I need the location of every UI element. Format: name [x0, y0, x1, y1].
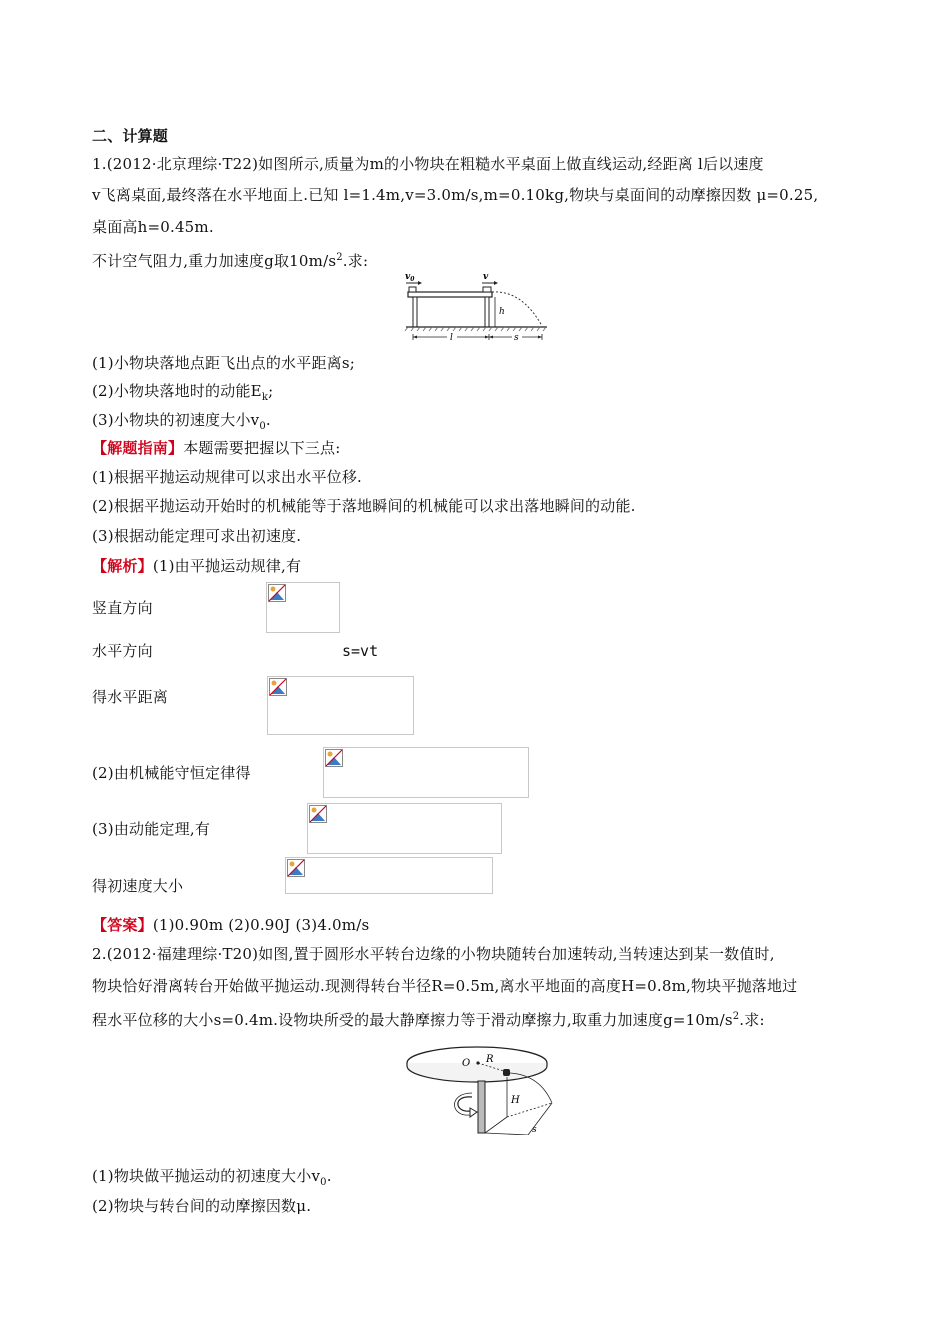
broken-image-icon	[309, 805, 327, 823]
step2-label: (2)由机械能守恒定律得	[92, 764, 251, 782]
q1-fig-label-v0: v	[405, 272, 411, 282]
vertical-direction-label: 竖直方向	[92, 599, 153, 617]
q2-fig-label-s: s	[532, 1125, 537, 1135]
q1-sub2: (2)小物块落地时的动能$E_k$;	[92, 382, 274, 403]
q2-turntable-figure	[400, 1035, 570, 1135]
q2-fig-label-R: R	[486, 1054, 494, 1065]
q1-line2: v飞离桌面,最终落在水平地面上.已知 l=1.4m,v=3.0m/s,m=0.10kg,物块与桌面间的动摩擦因数 μ=0.25,	[92, 186, 819, 204]
answer-tag: 【答案】	[92, 916, 153, 934]
q1-analysis: 【解析】(1)由平抛运动规律,有	[92, 557, 302, 575]
formula-image-energy	[323, 747, 529, 798]
q1-guide3: (3)根据动能定理可求出初速度.	[92, 527, 302, 545]
q1-fig-label-l: l	[450, 333, 453, 343]
q2-fig-label-H: H	[511, 1095, 520, 1106]
step3-label: (3)由动能定理,有	[92, 820, 211, 838]
q1-fig-label-h: h	[499, 307, 505, 317]
section-title: 二、计算题	[92, 127, 169, 145]
formula-image-vertical	[266, 582, 340, 633]
q2-line1: 2.(2012·福建理综·T20)如图,置于圆形水平转台边缘的小物块随转台加速转动,当转速达到某一数值时,	[92, 945, 775, 963]
svg-text:v0: $v_0$	[405, 272, 415, 283]
q1-fig-label-s: s	[514, 333, 519, 343]
q1-guide2: (2)根据平抛运动开始时的机械能等于落地瞬间的机械能可以求出落地瞬间的动能.	[92, 497, 636, 515]
broken-image-icon	[325, 749, 343, 767]
q1-answer: 【答案】(1)0.90m (2)0.90J (3)4.0m/s	[92, 916, 370, 934]
analysis-tag: 【解析】	[92, 557, 153, 575]
get-speed-label: 得初速度大小	[92, 877, 184, 895]
formula-image-kinetic	[307, 803, 502, 854]
q2-line3: 程水平位移的大小s=0.4m.设物块所受的最大静摩擦力等于滑动摩擦力,取重力加速度$g=10m/s^2$.求:	[92, 1011, 765, 1029]
broken-image-icon	[287, 859, 305, 877]
get-distance-label: 得水平距离	[92, 688, 169, 706]
q1-line4: 不计空气阻力,重力加速度g取$10m/s^2$.求:	[92, 252, 369, 270]
q2-sub2: (2)物块与转台间的动摩擦因数μ.	[92, 1197, 312, 1215]
q1-fig-label-v: v	[483, 272, 489, 282]
broken-image-icon	[269, 678, 287, 696]
q2-line2: 物块恰好滑离转台开始做平抛运动.现测得转台半径R=0.5m,离水平地面的高度H=0.8m,物块平抛落地过	[92, 977, 798, 995]
horizontal-formula: s=vt	[342, 642, 379, 660]
q1-line3: 桌面高h=0.45m.	[92, 218, 214, 236]
q1-line1: 1.(2012·北京理综·T22)如图所示,质量为m的小物块在粗糙水平桌面上做直线运动,经距离 l后以速度	[92, 155, 764, 173]
q1-table-figure	[402, 270, 552, 346]
guide-tag: 【解题指南】	[92, 439, 184, 457]
q2-fig-label-O: O	[462, 1058, 471, 1069]
q1-sub3: (3)小物块的初速度大小$v_0$.	[92, 411, 271, 432]
horizontal-direction-label: 水平方向	[92, 642, 153, 660]
formula-image-speed	[285, 857, 493, 894]
q1-sub1: (1)小物块落地点距飞出点的水平距离s;	[92, 354, 356, 372]
q1-guide1: (1)根据平抛运动规律可以求出水平位移.	[92, 468, 363, 486]
q2-sub1: (1)物块做平抛运动的初速度大小$v_0$.	[92, 1167, 332, 1188]
q1-guide: 【解题指南】本题需要把握以下三点:	[92, 439, 341, 457]
broken-image-icon	[268, 584, 286, 602]
formula-image-distance	[267, 676, 414, 735]
